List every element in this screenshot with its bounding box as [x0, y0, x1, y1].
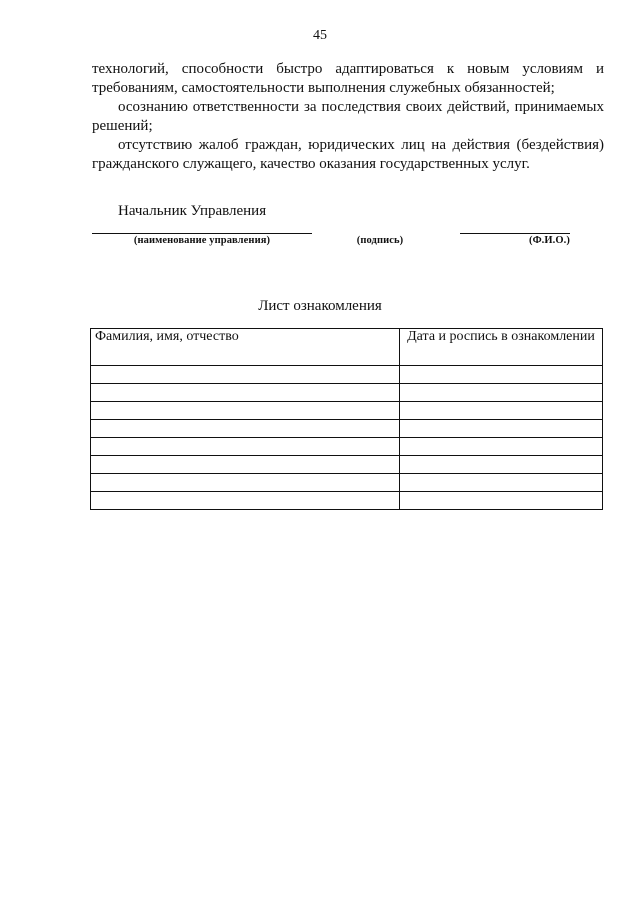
acknowledgement-table [90, 328, 603, 510]
header-date-signature: Дата и роспись в ознакомлении [400, 329, 603, 366]
name-caption: (Ф.И.О.) [528, 235, 570, 246]
table-row [91, 438, 603, 456]
name-cell[interactable] [91, 492, 400, 510]
paragraph-skills: технологий, способности быстро адаптироваться к новым условиям и требованиям, самостоятельности выполнения служебных обязанностей; [92, 61, 604, 96]
department-line [92, 233, 312, 234]
name-cell[interactable] [91, 402, 400, 420]
signature-cell[interactable] [400, 492, 603, 510]
table-row [91, 456, 603, 474]
name-line [460, 233, 570, 234]
body-text [92, 60, 604, 174]
table-row [91, 474, 603, 492]
name-cell[interactable] [91, 366, 400, 384]
signature-cell[interactable] [400, 366, 603, 384]
signature-field [340, 233, 420, 253]
signature-cell[interactable] [400, 402, 603, 420]
header-full-name: Фамилия, имя, отчество [91, 329, 400, 366]
paragraph-complaints: отсутствию жалоб граждан, юридических лиц на действия (бездействия) гражданского служащего, качество оказания государственных услуг. [92, 137, 604, 172]
table-header-row [91, 329, 603, 366]
table-row [91, 366, 603, 384]
department-caption: (наименование управления) [133, 235, 271, 246]
name-cell[interactable] [91, 474, 400, 492]
table-row [91, 492, 603, 510]
name-cell[interactable] [91, 384, 400, 402]
table-row [91, 420, 603, 438]
table-row [91, 384, 603, 402]
name-cell[interactable] [91, 438, 400, 456]
table-row [91, 402, 603, 420]
signature-cell[interactable] [400, 438, 603, 456]
name-signature-field [460, 233, 570, 253]
head-title: Начальник Управления [118, 203, 267, 219]
paragraph-responsibility: осознанию ответственности за последствия своих действий, принимаемых решений; [92, 99, 604, 134]
signature-cell[interactable] [400, 474, 603, 492]
signature-cell[interactable] [400, 420, 603, 438]
name-cell[interactable] [91, 456, 400, 474]
signature-cell[interactable] [400, 384, 603, 402]
signature-cell[interactable] [400, 456, 603, 474]
signature-caption: (подпись) [356, 235, 404, 246]
name-cell[interactable] [91, 420, 400, 438]
department-signature-field [92, 233, 312, 253]
page-number: 45 [313, 28, 327, 43]
sheet-title: Лист ознакомления [258, 298, 382, 314]
